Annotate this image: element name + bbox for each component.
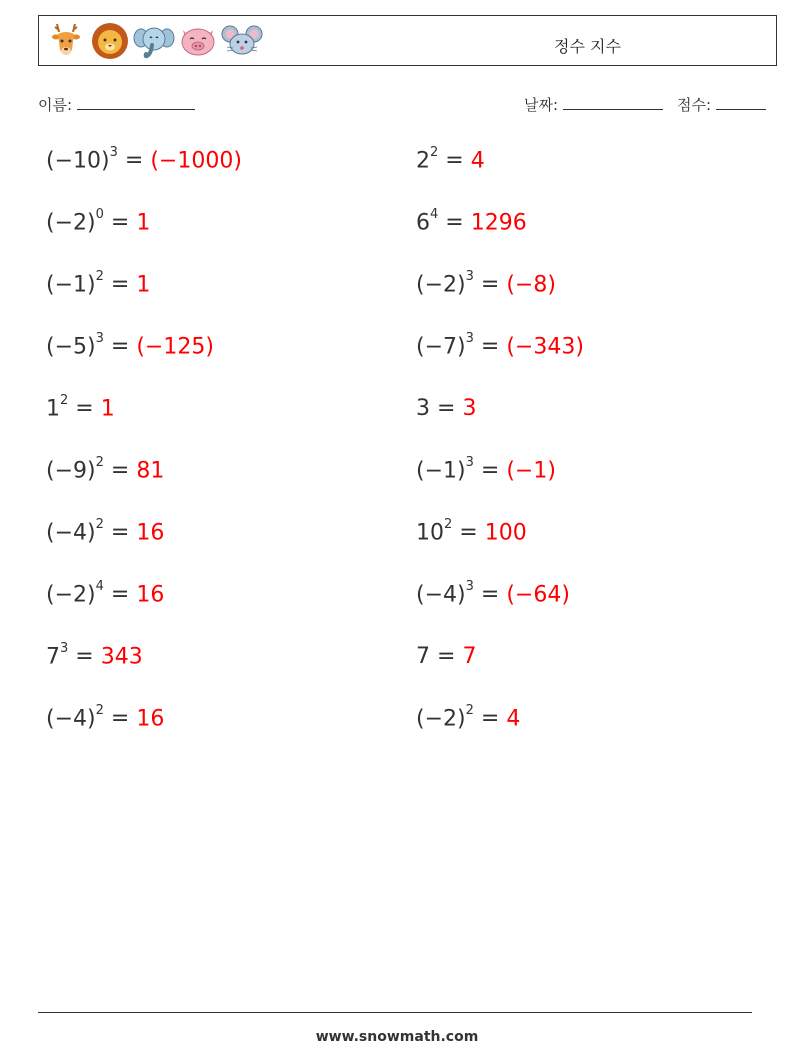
problem-item bbox=[46, 579, 165, 608]
date-blank[interactable] bbox=[563, 95, 663, 110]
problem-item bbox=[46, 269, 151, 298]
problem-exponent: 3 bbox=[465, 579, 474, 594]
equals-sign: = bbox=[110, 582, 130, 608]
problem-answer: 1296 bbox=[470, 210, 527, 236]
problem-item bbox=[416, 517, 527, 546]
problem-base: 3 bbox=[416, 396, 430, 421]
problem-base: (−2) bbox=[416, 272, 466, 298]
problem-answer: (−8) bbox=[506, 272, 556, 298]
problem-exponent: 4 bbox=[95, 579, 104, 594]
equals-sign: = bbox=[75, 644, 94, 670]
problem-item bbox=[46, 393, 115, 422]
footer-url: www.snowmath.com bbox=[315, 1029, 479, 1045]
equals-sign: = bbox=[480, 706, 500, 732]
problem-answer: 4 bbox=[506, 706, 521, 732]
problem-exponent: 2 bbox=[465, 703, 474, 718]
equals-sign: = bbox=[459, 520, 478, 546]
name-label: 이름: bbox=[38, 96, 73, 114]
problem-exponent: 2 bbox=[60, 393, 69, 408]
problem-exponent: 0 bbox=[95, 207, 104, 222]
equals-sign: = bbox=[445, 210, 464, 236]
footer-divider bbox=[38, 1012, 752, 1013]
problem-item bbox=[416, 579, 570, 608]
problem-item bbox=[46, 517, 165, 546]
problem-base: 2 bbox=[416, 148, 430, 174]
date-label: 날짜: bbox=[524, 96, 559, 114]
score-label: 점수: bbox=[677, 96, 712, 114]
deer-icon bbox=[45, 20, 87, 62]
problem-base: 6 bbox=[416, 210, 430, 236]
equals-sign: = bbox=[124, 148, 144, 174]
problem-answer: 16 bbox=[136, 582, 165, 608]
problem-answer: 4 bbox=[470, 148, 485, 174]
problem-item bbox=[46, 455, 165, 484]
equals-sign: = bbox=[480, 272, 500, 298]
problem-exponent: 2 bbox=[95, 455, 104, 470]
equals-sign: = bbox=[437, 644, 456, 669]
problem-base: (−2) bbox=[416, 706, 466, 732]
problem-base: (−1) bbox=[416, 458, 466, 484]
problem-exponent: 3 bbox=[465, 331, 474, 346]
problem-base: (−1) bbox=[46, 272, 96, 298]
problem-base: (−4) bbox=[416, 582, 466, 608]
problem-item bbox=[416, 396, 476, 421]
problem-item bbox=[46, 331, 214, 360]
equals-sign: = bbox=[110, 334, 130, 360]
problem-item bbox=[416, 269, 556, 298]
mouse-icon bbox=[221, 20, 263, 62]
problem-answer: (−1) bbox=[506, 458, 556, 484]
worksheet-title: 정수 지수 bbox=[554, 37, 621, 56]
problem-base: (−4) bbox=[46, 706, 96, 732]
problem-answer: 7 bbox=[462, 644, 477, 669]
score-blank[interactable] bbox=[716, 95, 766, 110]
animal-icons bbox=[45, 20, 263, 62]
problem-answer: 343 bbox=[100, 644, 143, 670]
equals-sign: = bbox=[110, 458, 130, 484]
problem-base: 1 bbox=[46, 396, 60, 422]
problem-item bbox=[46, 703, 165, 732]
problem-base: (−2) bbox=[46, 582, 96, 608]
problem-exponent: 3 bbox=[109, 145, 118, 160]
problem-exponent: 2 bbox=[444, 517, 453, 532]
problem-base: 10 bbox=[416, 520, 444, 546]
problem-answer: (−343) bbox=[506, 334, 584, 360]
equals-sign: = bbox=[445, 148, 464, 174]
problem-exponent: 2 bbox=[95, 517, 104, 532]
problem-item bbox=[416, 644, 476, 669]
problem-base: (−4) bbox=[46, 520, 96, 546]
problem-item bbox=[416, 703, 521, 732]
equals-sign: = bbox=[75, 396, 94, 422]
equals-sign: = bbox=[480, 582, 500, 608]
name-field[interactable] bbox=[38, 94, 195, 115]
problem-answer: 100 bbox=[484, 520, 527, 546]
problem-item bbox=[46, 207, 151, 236]
problem-answer: 81 bbox=[136, 458, 165, 484]
problem-answer: (−64) bbox=[506, 582, 570, 608]
lion-icon bbox=[89, 20, 131, 62]
problem-answer: 3 bbox=[462, 396, 477, 421]
problem-base: (−9) bbox=[46, 458, 96, 484]
problem-exponent: 3 bbox=[60, 641, 69, 656]
problem-item bbox=[416, 331, 584, 360]
problem-exponent: 2 bbox=[95, 269, 104, 284]
problem-answer: 1 bbox=[136, 210, 151, 236]
problem-base: (−7) bbox=[416, 334, 466, 360]
problem-exponent: 3 bbox=[465, 269, 474, 284]
problem-answer: 16 bbox=[136, 520, 165, 546]
problem-answer: 16 bbox=[136, 706, 165, 732]
problem-item bbox=[46, 641, 143, 670]
pig-icon bbox=[177, 20, 219, 62]
equals-sign: = bbox=[110, 520, 130, 546]
equals-sign: = bbox=[110, 210, 130, 236]
equals-sign: = bbox=[480, 334, 500, 360]
problem-answer: 1 bbox=[136, 272, 151, 298]
elephant-icon bbox=[133, 20, 175, 62]
name-blank[interactable] bbox=[77, 95, 195, 110]
problem-item bbox=[416, 145, 485, 174]
problem-exponent: 3 bbox=[465, 455, 474, 470]
problem-base: (−2) bbox=[46, 210, 96, 236]
problem-item bbox=[416, 455, 556, 484]
problem-exponent: 2 bbox=[95, 703, 104, 718]
equals-sign: = bbox=[110, 272, 130, 298]
problem-item bbox=[416, 207, 527, 236]
problem-base: 7 bbox=[46, 644, 60, 670]
problem-exponent: 3 bbox=[95, 331, 104, 346]
problem-item bbox=[46, 145, 242, 174]
worksheet-header bbox=[38, 15, 777, 66]
problem-answer: (−1000) bbox=[150, 148, 242, 174]
problem-answer: (−125) bbox=[136, 334, 214, 360]
date-field[interactable] bbox=[524, 94, 663, 115]
problem-exponent: 4 bbox=[430, 207, 439, 222]
problem-base: (−10) bbox=[46, 148, 110, 174]
problem-base: (−5) bbox=[46, 334, 96, 360]
equals-sign: = bbox=[110, 706, 130, 732]
equals-sign: = bbox=[437, 396, 456, 421]
problem-answer: 1 bbox=[100, 396, 115, 422]
score-field[interactable] bbox=[677, 94, 766, 115]
problem-base: 7 bbox=[416, 644, 430, 669]
equals-sign: = bbox=[480, 458, 500, 484]
problem-exponent: 2 bbox=[430, 145, 439, 160]
